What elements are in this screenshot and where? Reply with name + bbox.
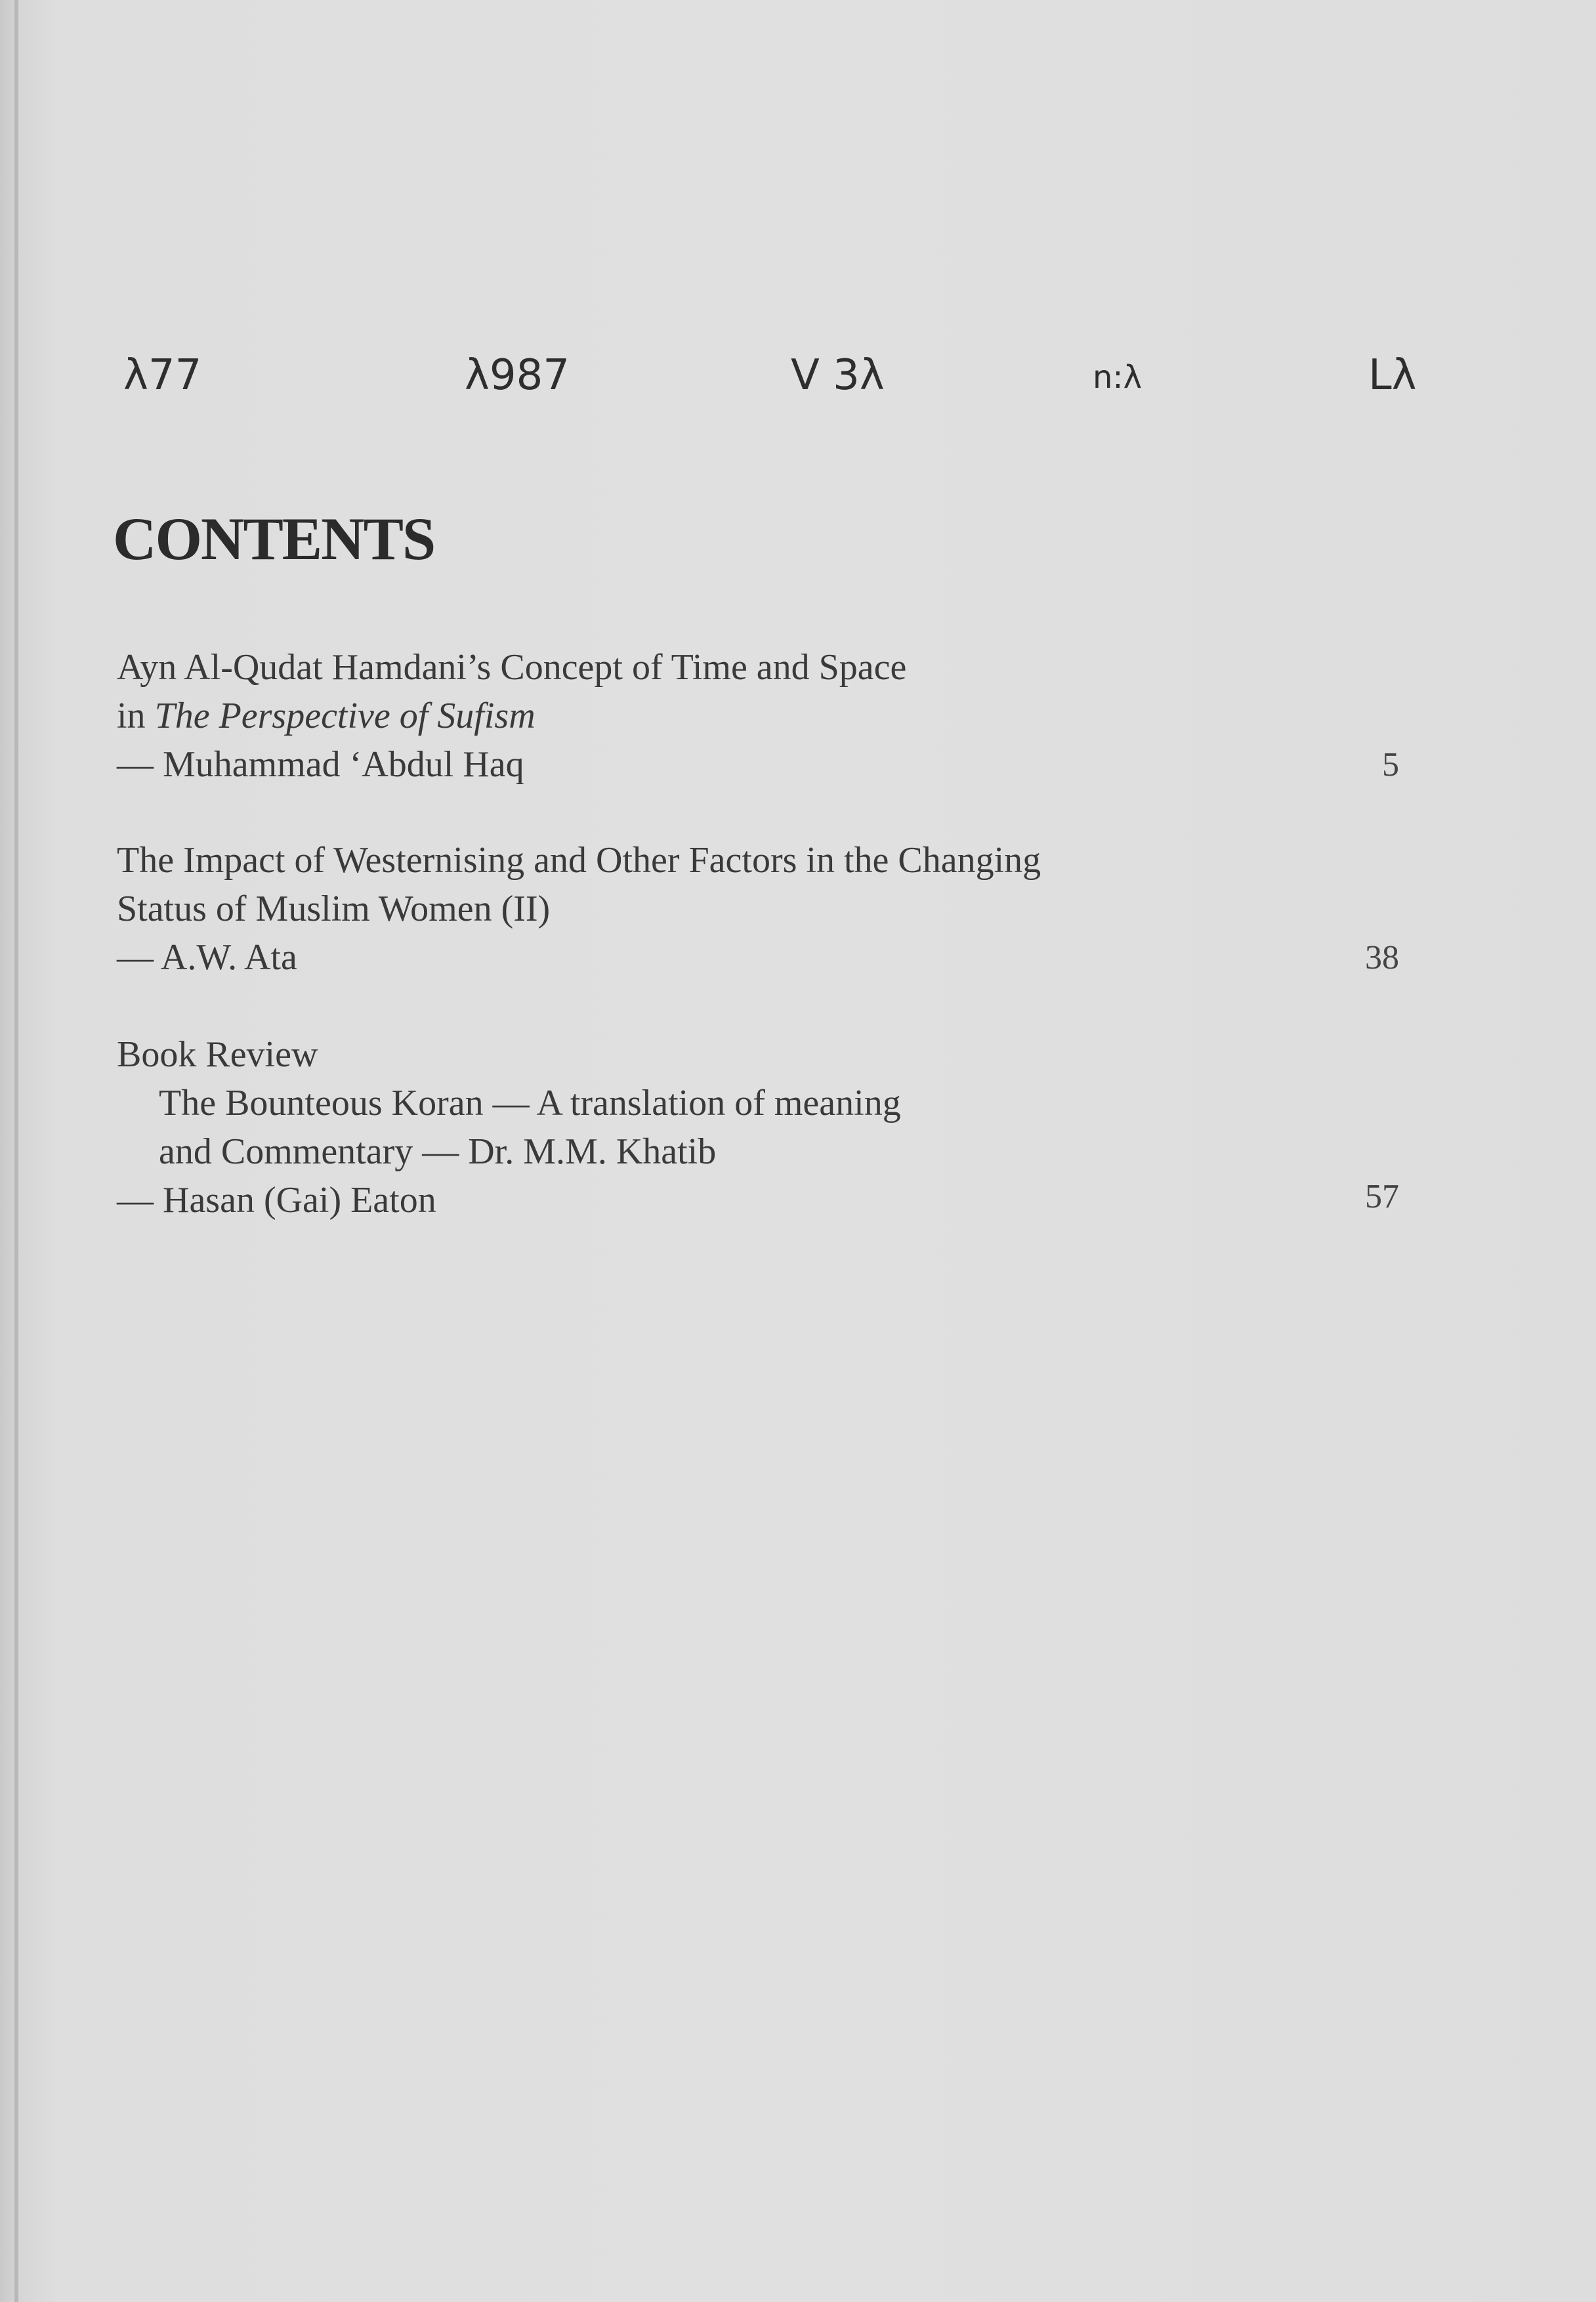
entry-title-prefix: in xyxy=(117,696,155,736)
entry-author: — Muhammad ‘Abdul Haq xyxy=(117,744,524,785)
contents-heading: CONTENTS xyxy=(113,505,435,572)
entry-page-number: 57 xyxy=(1365,1178,1399,1215)
toc-entry[interactable] xyxy=(117,643,1429,789)
toc-entry[interactable] xyxy=(117,1030,1429,1224)
entry-author: — A.W. Ata xyxy=(117,937,297,978)
entry-title-line: and Commentary — Dr. M.M. Khatib xyxy=(159,1131,717,1172)
handwritten-mark: V 3λ xyxy=(791,351,885,400)
handwritten-mark: Lλ xyxy=(1368,351,1417,400)
section-label: Book Review xyxy=(117,1034,318,1075)
entry-title-line xyxy=(117,692,1429,740)
entry-title-italic: The Perspective of Sufism xyxy=(154,696,536,736)
entry-title-line: The Bounteous Koran — A translation of meaning xyxy=(159,1083,901,1123)
handwritten-annotation xyxy=(0,351,1596,410)
toc-entry[interactable] xyxy=(117,836,1429,982)
entry-author: — Hasan (Gai) Eaton xyxy=(117,1180,436,1221)
handwritten-mark: λ77 xyxy=(123,351,202,400)
handwritten-mark: λ987 xyxy=(465,351,570,400)
entry-title-line: Status of Muslim Women (II) xyxy=(117,889,551,929)
entry-title-line: The Impact of Westernising and Other Factors in the Changing xyxy=(117,840,1041,881)
entry-title-line: Ayn Al-Qudat Hamdani’s Concept of Time and Space xyxy=(117,647,907,688)
entry-page-number: 5 xyxy=(1382,746,1399,784)
binding-edge xyxy=(14,0,18,2302)
handwritten-mark: n:λ xyxy=(1093,359,1142,396)
entry-page-number: 38 xyxy=(1365,939,1399,976)
